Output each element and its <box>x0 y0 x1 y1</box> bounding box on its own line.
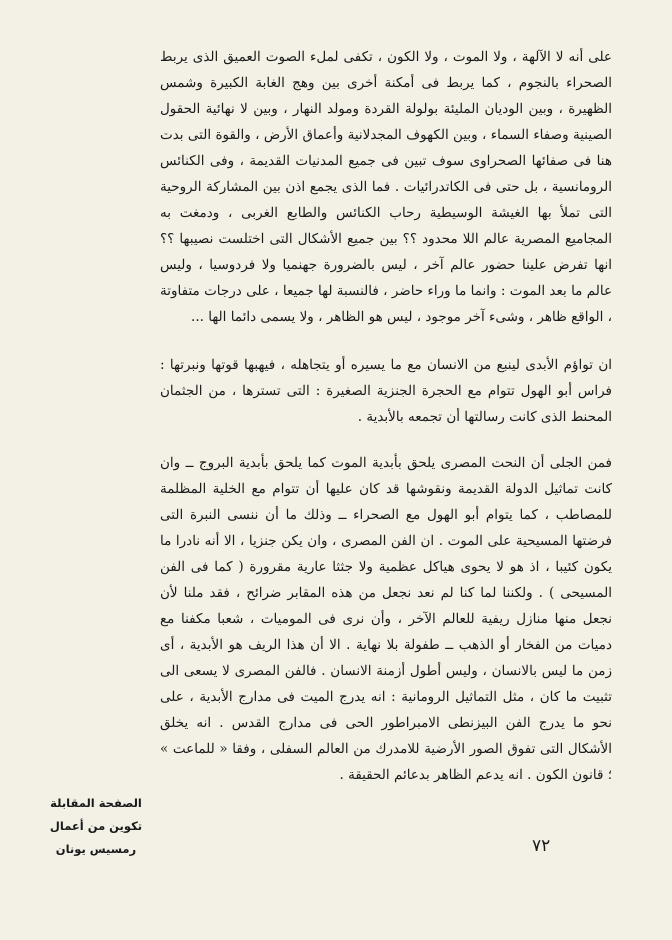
caption-line-2: تكوين من أعمال <box>49 819 143 833</box>
caption-line-3: رمسيس يونان <box>55 842 137 856</box>
paragraph-3: فمن الجلى أن النحت المصرى يلحق بأبدية الموت كما يلحق بأبدية البروج ــ وان كانت تماثيل الدولة القديمة ونقوشها قد كان عليها أن تتوام مع الخلية المظلمة للمصاطب ، كما يتوام أبو الهول مع الصحراء ــ وذلك ما أن ننسى النبرة التى فرضتها المسيحية على الموت . ان الفن المصرى ، وان يكن جنزيا ، الا أنه نادرا ما يكون كئيبا ، اذ هو لا يحوى هياكل عظمية ولا جثثا عارية مقرورة ( كما فى الفن المسيحى ) . ولكننا لما كنا لم نعد نجعل من هذه المقابر ضرائح ، فقد ملنا لأن نجعل منها منازل ريفية للعالم الآخر ، وأن نرى فى الموميات ، شعبا مكفنا مع دميات من الفخار أو الذهب ــ طفولة بلا نهاية . الا أن هذا الريف هو الأبدية ، أى زمن ما ليس بالانسان ، وليس أطول أزمنة الانسان . فالفن المصرى لا يسعى الى تثبيت ما كان ، مثل التماثيل الرومانية : انه يدرج الميت فى مدارج الأبدية ، على نحو ما يدرج الفن البيزنطى الامبراطور الحى فى مدارج القدس . انه يخلق الأشكال التى تفوق الصور الأرضية للامدرك من العالم السفلى ، وفقا « للماعت » ؛ قانون الكون . انه يدعم الظاهر بدعائم الحقيقة . <box>160 455 612 783</box>
paragraph-2: ان تواؤم الأبدى لينبع من الانسان مع ما يسيره أو يتجاهله ، فيهبها قوتها ونبرتها : فراس أبو الهول تتوام مع الحجرة الجنزية الصغيرة : التى تسترها ، من الجثمان المحنط الذى كانت رسالتها أن تجمعه بالأبدية . <box>160 357 612 425</box>
body-text <box>160 44 612 788</box>
paragraph-1: على أنه لا الآلهة ، ولا الموت ، ولا الكون ، تكفى لملء الصوت العميق الذى يربط الصحراء بالنجوم ، كما يربط فى أمكنة أخرى بين وهج الغابة الكبيرة وشمس الظهيرة ، وبين الوديان المليئة بولولة القردة ومولد النهار ، وبين لا نهائية الحقول الصينية وصفاء السماء ، وبين الكهوف المجدلانية وأعماق الأرض ، والقوة التى بدت هنا فى صفائها الصحراوى سوف تبين فى جميع المدنيات القديمة ، وفى الكنائس الرومانسية ، بل حتى فى الكاتدرائيات . فما الذى يجمع اذن بين المشاركة الروحية التى تملأ بها الغيشة الوسيطية رحاب الكنائس والطابع الغربى ، ودمغت به المجاميع المصرية عالم اللا محدود ؟؟ بين جميع الأشكال التى اختلست نصيبها ؟؟ انها تفرض علينا حضور عالم آخر ، ليس بالضرورة جهنميا ولا فردوسيا ، وليس عالم ما بعد الموت : وانما ما وراء حاضر ، فالنسبة لها جميعا ، على درجات متفاوتة ، الواقع ظاهر ، وشىء آخر موجود ، ليس هو الظاهر ، ولا يسمى دائما الها ... <box>160 49 612 325</box>
paragraph-gap <box>160 330 612 352</box>
figure-caption <box>40 792 152 861</box>
caption-line-1: الصفحة المقابلة <box>50 796 142 810</box>
paragraph-gap <box>160 430 612 450</box>
page-number: ٧٢ <box>532 836 551 856</box>
